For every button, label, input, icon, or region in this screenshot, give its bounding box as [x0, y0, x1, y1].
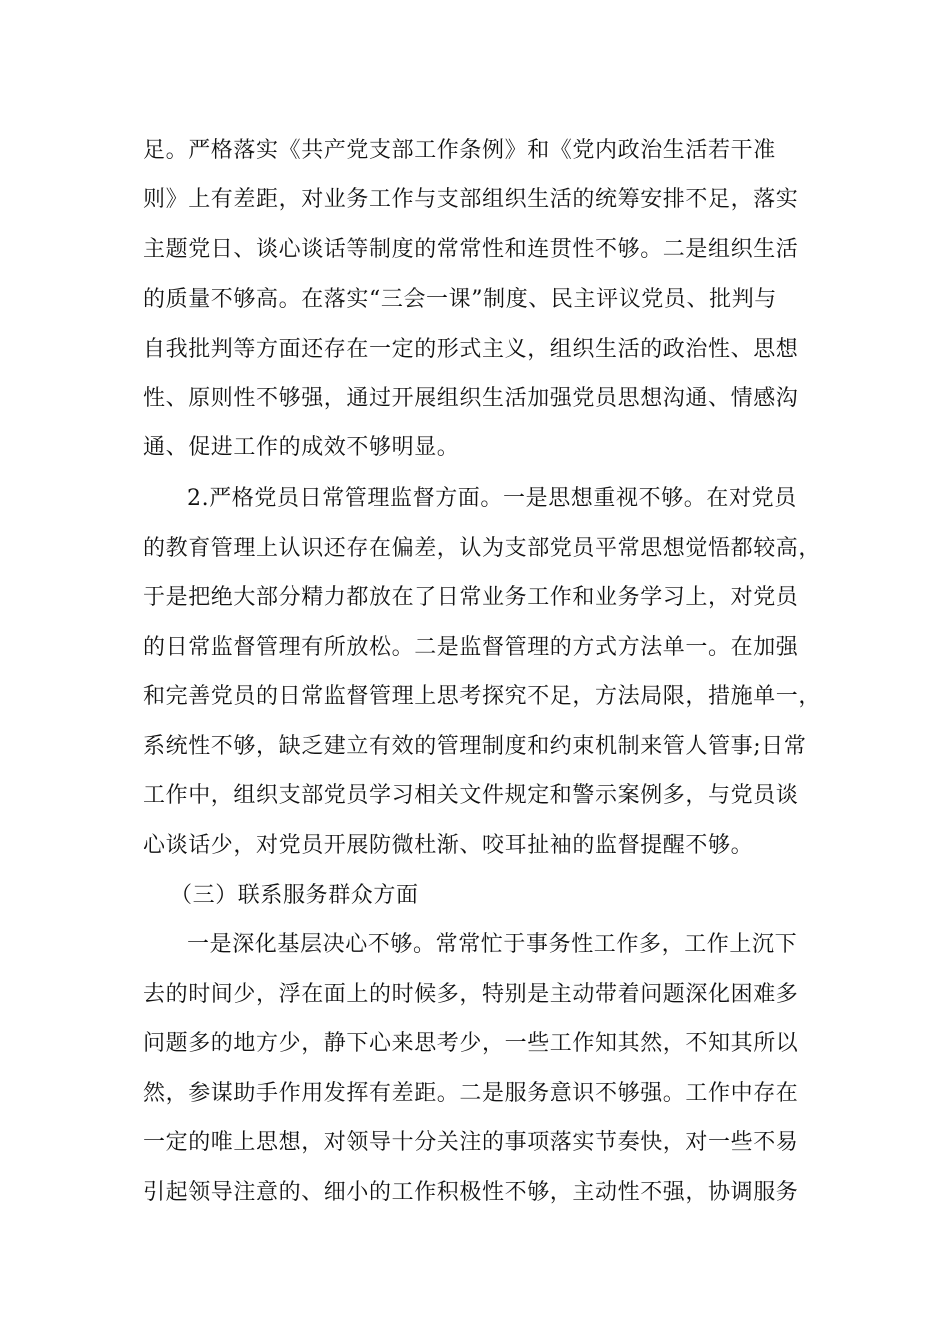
text-line: 通、促进工作的成效不够明显。	[143, 435, 460, 460]
text-line: 于是把绝大部分精力都放在了日常业务工作和业务学习上，对党员	[143, 585, 799, 610]
text-line: 引起领导注意的、细小的工作积极性不够，主动性不强，协调服务	[143, 1180, 799, 1205]
text-line: 和完善党员的日常监督管理上思考探究不足，方法局限，措施单一，	[143, 684, 822, 709]
text-line: 主题党日、谈心谈话等制度的常常性和连贯性不够。二是组织生活	[143, 237, 799, 262]
text-line: 足。严格落实《共产党支部工作条例》和《党内政治生活若干准	[143, 138, 776, 163]
text-line: 问题多的地方少，静下心来思考少，一些工作知其然，不知其所以	[143, 1031, 799, 1056]
text-line: 的日常监督管理有所放松。二是监督管理的方式方法单一。在加强	[143, 635, 799, 660]
text-line: 一定的唯上思想，对领导十分关注的事项落实节奏快，对一些不易	[143, 1130, 799, 1155]
paragraph-first-line: 一是深化基层决心不够。常常忙于事务性工作多，工作上沉下	[187, 932, 798, 957]
text-line: 性、原则性不够强，通过开展组织生活加强党员思想沟通、情感沟	[143, 386, 799, 411]
section-heading: （三）联系服务群众方面	[170, 883, 419, 908]
text-line: 然，参谋助手作用发挥有差距。二是服务意识不够强。工作中存在	[143, 1081, 799, 1106]
text-line: 自我批判等方面还存在一定的形式主义，组织生活的政治性、思想	[143, 337, 799, 362]
text-line: 去的时间少，浮在面上的时候多，特别是主动带着问题深化困难多	[143, 982, 799, 1007]
text-line: 的质量不够高。在落实“三会一课”制度、民主评议党员、批判与	[143, 287, 777, 312]
text-line: 系统性不够，缺乏建立有效的管理制度和约束机制来管人管事;日常	[143, 734, 807, 759]
text-line: 心谈话少，对党员开展防微杜渐、咬耳扯袖的监督提醒不够。	[143, 833, 754, 858]
text-line: 工作中，组织支部党员学习相关文件规定和警示案例多，与党员谈	[143, 783, 799, 808]
paragraph-first-line: 2.严格党员日常管理监督方面。一是思想重视不够。在对党员	[187, 486, 797, 511]
text-line: 则》上有差距，对业务工作与支部组织生活的统筹安排不足，落实	[143, 187, 799, 212]
text-line: 的教育管理上认识还存在偏差，认为支部党员平常思想觉悟都较高，	[143, 536, 822, 561]
